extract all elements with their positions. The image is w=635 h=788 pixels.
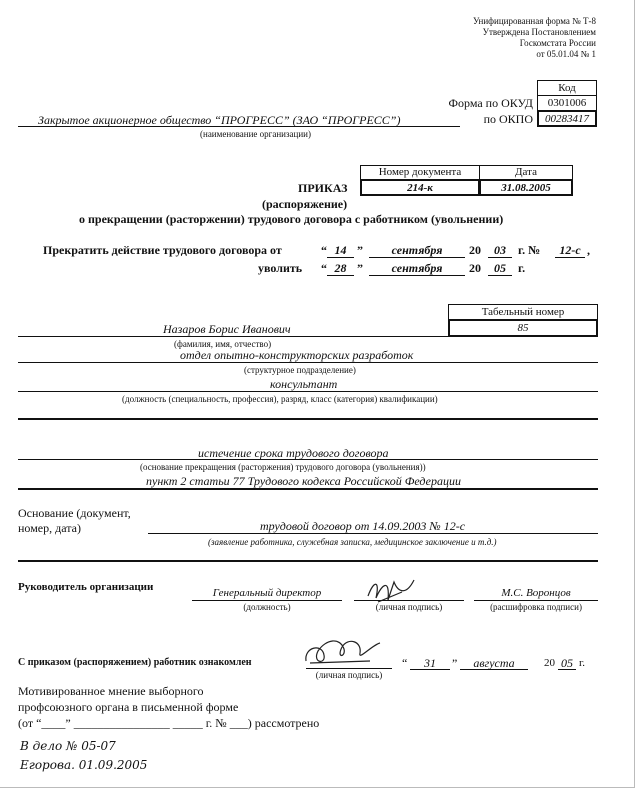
head-label: Руководитель организации [18, 581, 154, 593]
legal-article: пункт 2 статьи 77 Трудового кодекса Российской Федерации [146, 474, 461, 488]
dismiss-day: 28 [334, 261, 347, 275]
employee-name-caption: (фамилия, имя, отчество) [174, 339, 272, 349]
note-line: Егорова. 01.09.2005 [20, 758, 148, 772]
union-line: профсоюзного органа в письменной форме [18, 700, 239, 714]
article-line [18, 488, 598, 490]
organization-caption: (наименование организации) [200, 129, 311, 139]
union-line: Мотивированное мнение выборного [18, 684, 204, 698]
form-header-line: от 05.01.04 № 1 [536, 49, 596, 59]
head-name: М.С. Воронцов [501, 587, 571, 599]
head-signature-caption: (личная подпись) [375, 602, 443, 612]
form-header-line: Госкомстата России [519, 38, 596, 48]
okud-value: 0301006 [537, 95, 597, 111]
employee-name: Назаров Борис Иванович [163, 322, 291, 336]
tab-number-value: 85 [448, 319, 598, 337]
basis-label-line: Основание (документ, [18, 506, 131, 520]
dismiss-quote-open: “ [321, 261, 327, 275]
acq-year-line [558, 669, 576, 670]
form-header-line: Утверждена Постановлением [482, 27, 596, 37]
form-header [473, 16, 596, 60]
organization-name: Закрытое акционерное общество “ПРОГРЕСС” (ЗАО “ПРОГРЕСС”) [38, 113, 401, 127]
page-title: ПРИКАЗ [298, 181, 348, 195]
position-line [18, 391, 598, 392]
head-signature-line [354, 600, 464, 601]
acq-month-line [460, 669, 528, 670]
doc-number-value: 214-к [360, 179, 480, 196]
terminate-quote-close: ” [357, 243, 363, 257]
terminate-quote-open: “ [321, 243, 327, 257]
terminate-number-line [555, 257, 585, 258]
reason-caption: (основание прекращения (расторжения) трудового договора (увольнения)) [140, 462, 426, 472]
employee-position: консультант [270, 377, 338, 391]
employee-signature-line [306, 668, 392, 669]
acq-day-line [410, 669, 450, 670]
terminate-day-line [327, 257, 354, 258]
terminate-label: Прекратить действие трудового договора от [43, 243, 282, 257]
dismiss-year-line [488, 275, 512, 276]
dismiss-year-prefix: 20 [469, 261, 481, 275]
employee-signature-icon [300, 633, 390, 671]
department-line [18, 362, 598, 363]
terminate-number: 12-с [559, 243, 581, 257]
head-position-line [192, 600, 342, 601]
acquainted-label: С приказом (распоряжением) работник ознакомлен [18, 657, 252, 668]
employee-name-line [18, 336, 448, 337]
terminate-month-line [369, 257, 465, 258]
department-caption: (структурное подразделение) [244, 365, 356, 375]
head-name-line [474, 600, 598, 601]
doc-date-value: 31.08.2005 [479, 179, 573, 196]
doc-date-header: Дата [479, 165, 573, 180]
terminate-year-line [488, 257, 512, 258]
code-header-cell: Код [537, 80, 597, 96]
dismiss-label: уволить [258, 261, 303, 275]
basis-caption: (заявление работника, служебная записка, медицинское заключение и т.д.) [208, 537, 497, 547]
dismiss-month: сентября [391, 261, 443, 275]
basis-label [18, 506, 131, 536]
dismiss-quote-close: ” [357, 261, 363, 275]
terminate-month: сентября [391, 243, 443, 257]
head-name-caption: (расшифровка подписи) [490, 602, 582, 612]
handwritten-notes [20, 737, 147, 775]
basis-line [148, 533, 598, 534]
organization-line [18, 126, 460, 127]
terminate-g-no: г. № [518, 243, 541, 257]
okud-label: Форма по ОКУД [448, 96, 533, 110]
note-line: В дело № 05-07 [20, 739, 116, 753]
acq-year: 05 [561, 656, 573, 670]
page-subtitle: (распоряжение) [262, 197, 348, 211]
employee-department: отдел опытно-конструкторских разработок [180, 348, 414, 362]
acq-g: г. [579, 657, 586, 669]
terminate-year-prefix: 20 [469, 243, 481, 257]
terminate-year: 03 [494, 243, 506, 257]
basis-label-line: номер, дата) [18, 521, 81, 535]
union-line: (от “____” ________________ _____ г. № ___) рассмотрено [18, 716, 320, 730]
union-opinion [18, 683, 319, 731]
acq-day: 31 [424, 656, 436, 670]
acq-month: августа [473, 656, 515, 670]
dismiss-day-line [327, 275, 354, 276]
doc-number-header: Номер документа [360, 165, 480, 180]
order-subject: о прекращении (расторжении) трудового договора с работником (увольнении) [79, 212, 504, 226]
dismiss-year: 05 [494, 261, 506, 275]
form-header-line: Унифицированная форма № Т-8 [472, 16, 596, 26]
termination-reason: истечение срока трудового договора [198, 446, 389, 460]
position-extra-line [18, 418, 598, 420]
okpo-value: 00283417 [537, 110, 597, 127]
tab-number-header: Табельный номер [448, 304, 598, 320]
head-position: Генеральный директор [212, 587, 322, 599]
okpo-label: по ОКПО [483, 112, 533, 126]
head-position-caption: (должность) [243, 602, 291, 612]
dismiss-month-line [369, 275, 465, 276]
basis-value: трудовой договор от 14.09.2003 № 12-с [260, 519, 466, 533]
terminate-day: 14 [334, 243, 347, 257]
reason-line [18, 459, 598, 460]
acq-quote-open: “ [402, 656, 408, 670]
basis-bottom-line [18, 560, 598, 562]
terminate-comma: , [587, 243, 590, 257]
dismiss-g: г. [518, 261, 526, 275]
employee-signature-caption: (личная подпись) [315, 670, 383, 680]
position-caption: (должность (специальность, профессия), разряд, класс (категория) квалификации) [122, 394, 438, 404]
acq-quote-close: ” [452, 656, 458, 670]
acq-year-prefix: 20 [544, 657, 555, 669]
